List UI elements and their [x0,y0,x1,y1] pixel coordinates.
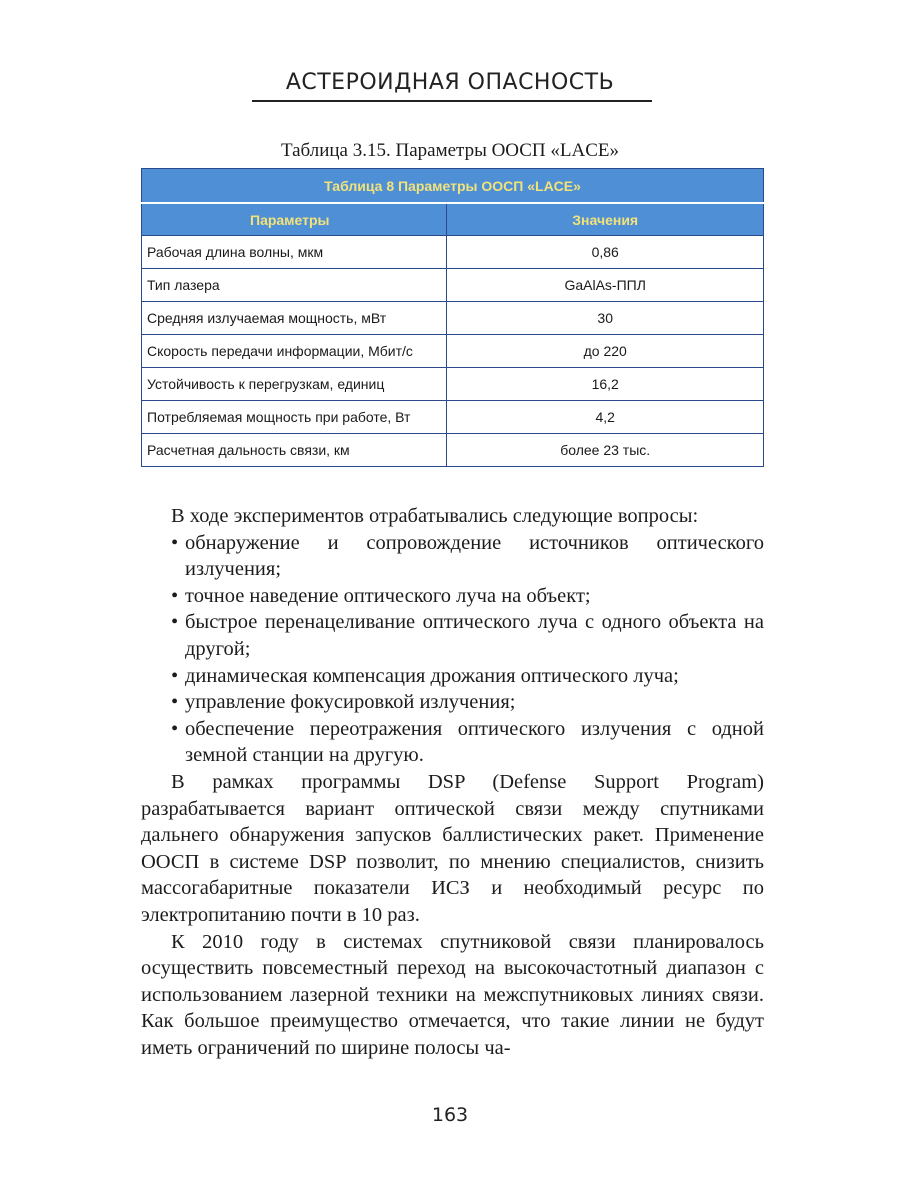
table-header-row [142,203,764,236]
list-item [141,663,764,690]
running-title: АСТЕРОИДНАЯ ОПАСНОСТЬ [285,70,615,95]
table-row [142,302,764,335]
param-cell: Рабочая длина волны, мкм [142,236,447,269]
table-row [142,401,764,434]
bullet-icon: • [171,531,179,554]
value-cell: GaAlAs-ППЛ [447,269,764,302]
header-rule [252,100,652,102]
table-row [142,368,764,401]
table-row [142,236,764,269]
param-cell: Скорость передачи информации, Мбит/с [142,335,447,368]
satellite-link-paragraph: К 2010 году в системах спутниковой связи планировалось осуществить повсеместный переход на высокочастотный диапазон с использованием лазерной техники на межспутниковых линиях связи. Как большое преимущество отмечается, что такие линии не будут иметь ограничений по ширине полосы ча- [141,930,764,1059]
column-header-values: Значения [447,203,764,236]
list-item [141,689,764,716]
value-cell: 16,2 [447,368,764,401]
page-number: 163 [431,1104,469,1126]
list-item [141,583,764,610]
param-cell: Расчетная дальность связи, км [142,434,447,467]
bullet-icon: • [171,584,179,607]
table-title-row [142,169,764,204]
list-item-text: динамическая компенсация дрожания оптического луча; [185,664,679,687]
param-cell: Тип лазера [142,269,447,302]
list-item-text: обнаружение и сопровождение источников оптического излучения; [185,531,764,581]
list-item [141,609,764,662]
bullet-icon: • [171,611,179,634]
table-row [142,269,764,302]
bullet-icon: • [171,717,179,740]
list-item-text: обеспечение переотражения оптического излучения с одной земной станции на другую. [185,717,764,767]
value-cell: 4,2 [447,401,764,434]
list-item [141,716,764,769]
table-inner-title: Таблица 8 Параметры ООСП «LACE» [142,169,764,204]
value-cell: 30 [447,302,764,335]
value-cell: до 220 [447,335,764,368]
table-row [142,434,764,467]
table-caption: Таблица 3.15. Параметры ООСП «LACE» [280,140,620,161]
body-text [141,503,764,1061]
value-cell: 0,86 [447,236,764,269]
intro-paragraph: В ходе экспериментов отрабатывались следующие вопросы: [171,505,699,527]
value-cell: более 23 тыс. [447,434,764,467]
param-cell: Потребляемая мощность при работе, Вт [142,401,447,434]
table-row [142,335,764,368]
param-cell: Средняя излучаемая мощность, мВт [142,302,447,335]
dsp-paragraph: В рамках программы DSP (Defense Support Program) разрабатывается вариант оптической связи между спутниками дальнего обнаружения запусков баллистических ракет. Применение ООСП в системе DSP позволит, по мнению специалистов, снизить массогабаритные показатели ИСЗ и необходимый ресурс по электропитанию почти в 10 раз. [141,770,764,926]
list-item [141,530,764,583]
param-cell: Устойчивость к перегрузкам, единиц [142,368,447,401]
list-item-text: точное наведение оптического луча на объект; [185,584,591,607]
column-header-params: Параметры [142,203,447,236]
list-item-text: управление фокусировкой излучения; [185,691,516,714]
bullet-icon: • [171,691,179,714]
parameters-table [141,168,764,467]
list-item-text: быстрое перенацеливание оптического луча с одного объекта на другой; [185,611,764,660]
bullet-list [141,530,764,769]
bullet-icon: • [171,664,179,687]
